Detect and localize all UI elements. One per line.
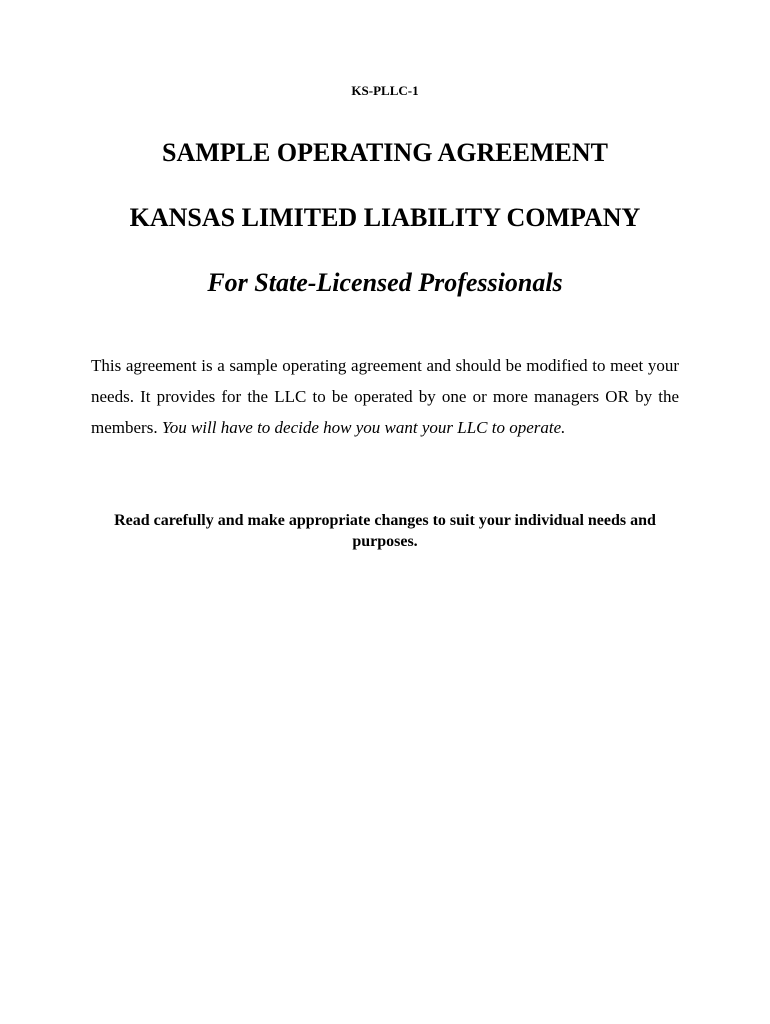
document-subtitle: KANSAS LIMITED LIABILITY COMPANY (129, 203, 641, 232)
intro-paragraph (91, 350, 679, 443)
instruction-note: Read carefully and make appropriate changes to suit your individual needs and purposes. (114, 512, 656, 550)
document-tagline: For State-Licensed Professionals (207, 268, 563, 297)
document-title: SAMPLE OPERATING AGREEMENT (162, 138, 608, 167)
form-code: KS-PLLC-1 (351, 83, 419, 98)
intro-text: This agreement is a sample operating agreement and should be modified to meet your needs. It provides for the LLC to be operated by one or more managers OR by the members. (91, 356, 679, 437)
intro-emphasis: You will have to decide how you want your LLC to operate. (161, 418, 566, 437)
